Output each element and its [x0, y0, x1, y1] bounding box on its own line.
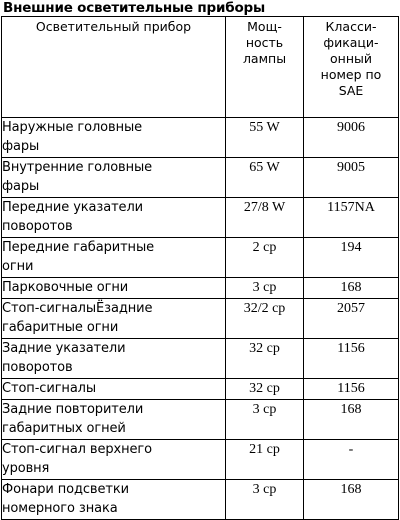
table-row	[2, 158, 399, 198]
device-name-line: Стоп-сигнал верхнего	[2, 442, 153, 457]
lamp-power-cell: 2 cp	[226, 238, 304, 278]
sae-number-cell: 168	[304, 278, 399, 299]
lighting-spec-table	[1, 16, 399, 520]
table-row	[2, 379, 399, 400]
device-name-line: уровня	[2, 461, 50, 476]
header-sae-number-line: Класси-	[325, 19, 377, 34]
table-row	[2, 118, 399, 158]
table-row	[2, 278, 399, 299]
lamp-power-cell: 32/2 cp	[226, 299, 304, 339]
device-name-line: Передние указатели	[2, 200, 144, 215]
sae-number-cell: 168	[304, 400, 399, 440]
device-name-cell	[2, 158, 226, 198]
lamp-power-cell: 3 cp	[226, 480, 304, 520]
device-name-line: Задние повторители	[2, 402, 144, 417]
lamp-power-cell: 21 cp	[226, 440, 304, 480]
device-name-line: номерного знака	[2, 501, 118, 516]
header-lighting-device-label: Осветительный прибор	[35, 19, 192, 34]
lamp-power-cell: 3 cp	[226, 400, 304, 440]
section-title: Внешние осветительные приборы	[3, 0, 266, 16]
table-header-row	[2, 17, 399, 118]
device-name-line: Стоп-сигналы	[2, 381, 97, 396]
device-name-line: габаритных огней	[2, 421, 126, 436]
device-name-line: габаритные огни	[2, 320, 119, 335]
sae-number-cell: 1156	[304, 339, 399, 379]
table-row	[2, 400, 399, 440]
header-lamp-power-line: ность	[245, 35, 284, 50]
sae-number-cell: -	[304, 440, 399, 480]
header-sae-number-line: онный	[330, 51, 372, 66]
table-row	[2, 299, 399, 339]
table-row	[2, 480, 399, 520]
device-name-line: фары	[2, 179, 40, 194]
device-name-line: Задние указатели	[2, 341, 126, 356]
table-row	[2, 198, 399, 238]
device-name-line: поворотов	[2, 219, 73, 234]
device-name-cell	[2, 440, 226, 480]
device-name-line: огни	[2, 259, 34, 274]
sae-number-cell: 1156	[304, 379, 399, 400]
header-sae-number	[304, 17, 399, 118]
sae-number-cell: 168	[304, 480, 399, 520]
device-name-line: поворотов	[2, 360, 73, 375]
table-row	[2, 238, 399, 278]
device-name-cell	[2, 198, 226, 238]
sae-number-cell: 2057	[304, 299, 399, 339]
header-lamp-power-line: Мощ-	[247, 19, 282, 34]
device-name-cell	[2, 400, 226, 440]
lamp-power-cell: 65 W	[226, 158, 304, 198]
device-name-line: Передние габаритные	[2, 240, 155, 255]
device-name-cell	[2, 299, 226, 339]
lamp-power-cell: 3 cp	[226, 278, 304, 299]
device-name-cell	[2, 480, 226, 520]
device-name-line: Парковочные огни	[2, 280, 129, 295]
device-name-cell	[2, 238, 226, 278]
lamp-power-cell: 55 W	[226, 118, 304, 158]
header-sae-number-line: SAE	[338, 83, 364, 98]
sae-number-cell: 9005	[304, 158, 399, 198]
lamp-power-cell: 32 cp	[226, 339, 304, 379]
sae-number-cell: 194	[304, 238, 399, 278]
device-name-cell	[2, 118, 226, 158]
lamp-power-cell: 27/8 W	[226, 198, 304, 238]
table-row	[2, 339, 399, 379]
lamp-power-cell: 32 cp	[226, 379, 304, 400]
table-row	[2, 440, 399, 480]
header-lamp-power-line: лампы	[242, 51, 287, 66]
header-sae-number-line: фикаци-	[323, 35, 379, 50]
header-lamp-power	[226, 17, 304, 118]
device-name-cell	[2, 379, 226, 400]
device-name-line: Наружные головные	[2, 120, 143, 135]
header-lighting-device	[2, 17, 226, 118]
sae-number-cell: 1157NA	[304, 198, 399, 238]
device-name-line: фары	[2, 139, 40, 154]
device-name-line: Фонари подсветки	[2, 482, 129, 497]
device-name-line: Стоп-сигналыЁзадние	[2, 301, 153, 316]
device-name-cell	[2, 278, 226, 299]
device-name-line: Внутренние головные	[2, 160, 153, 175]
device-name-cell	[2, 339, 226, 379]
sae-number-cell: 9006	[304, 118, 399, 158]
header-sae-number-line: номер по	[320, 67, 382, 82]
